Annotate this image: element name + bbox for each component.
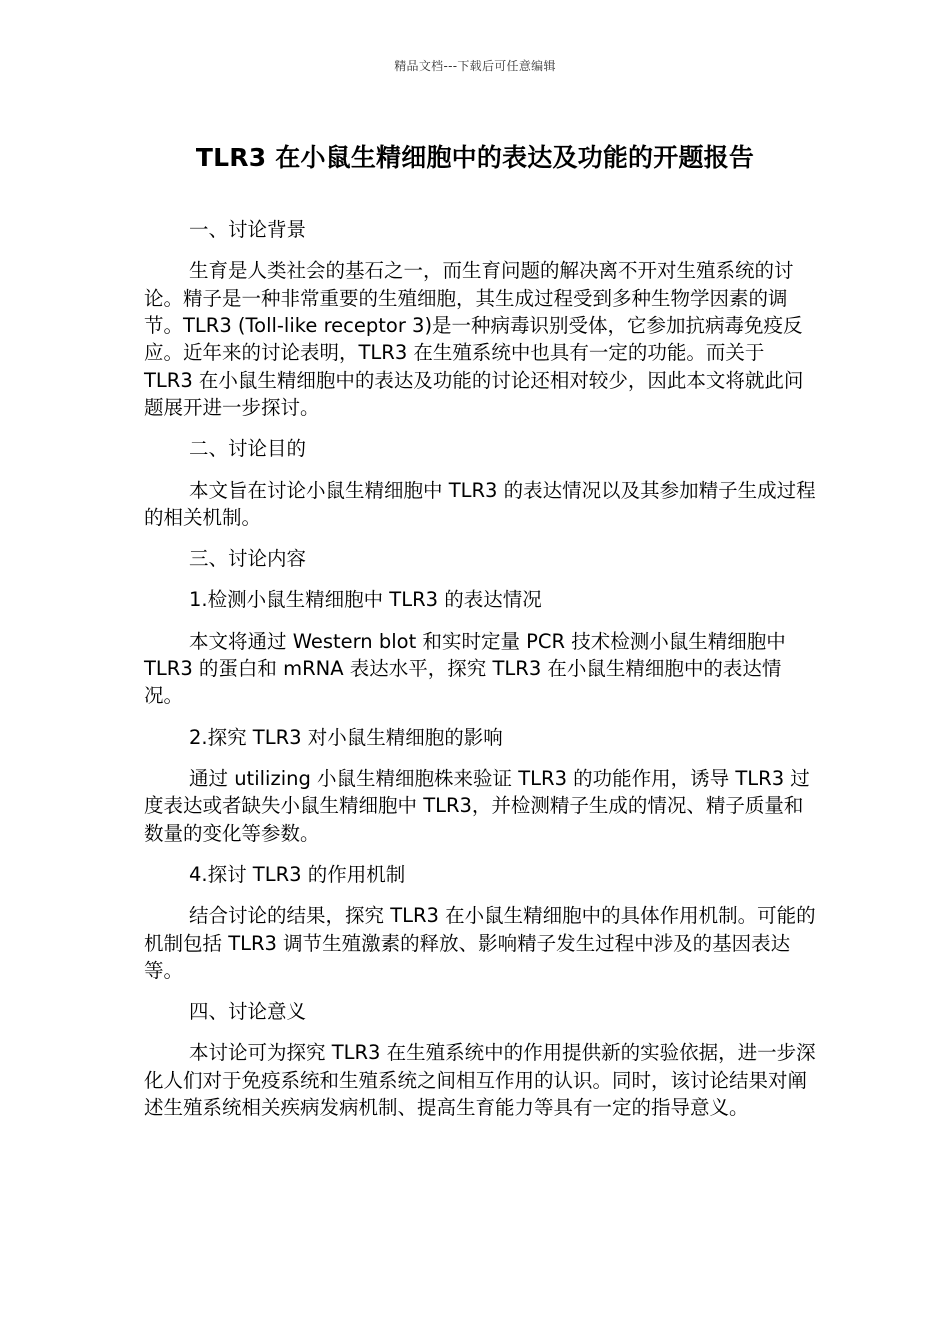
page-header-watermark: 精品文档---下载后可任意编辑 xyxy=(394,59,556,73)
subheading-mechanism: 4.探讨 TLR3 的作用机制 xyxy=(189,862,406,886)
paragraph-background: 生育是人类社会的基石之一，而生育问题的解决离不开对生殖系统的讨论。精子是一种非常重要的生殖细胞，其生成过程受到多种生物学因素的调节。TLR3 (Toll-like receptor 3)是一种病毒识别受体，它参加抗病毒免疫反应。近年来的讨论表明，TLR3 在生殖系统中也具有一定的功能。而关于 TLR3 在小鼠生精细胞中的表达及功能的讨论还相对较少，因此本文将就此问题展开进一步探讨。 xyxy=(144,259,804,420)
paragraph-mechanism: 结合讨论的结果，探究 TLR3 在小鼠生精细胞中的具体作用机制。可能的机制包括 TLR3 调节生殖激素的释放、影响精子发生过程中涉及的基因表达等。 xyxy=(144,904,816,982)
document-title: TLR3 在小鼠生精细胞中的表达及功能的开题报告 xyxy=(195,143,755,172)
section-heading-significance: 四、讨论意义 xyxy=(189,1000,307,1024)
subheading-detection: 1.检测小鼠生精细胞中 TLR3 的表达情况 xyxy=(189,588,542,612)
paragraph-effect: 通过 utilizing 小鼠生精细胞株来验证 TLR3 的功能作用，诱导 TLR3 过度表达或者缺失小鼠生精细胞中 TLR3，并检测精子生成的情况、精子质量和数量的变化等参数。 xyxy=(144,766,810,845)
section-heading-purpose: 二、讨论目的 xyxy=(189,437,307,461)
paragraph-significance: 本讨论可为探究 TLR3 在生殖系统中的作用提供新的实验依据，进一步深化人们对于免疫系统和生殖系统之间相互作用的认识。同时，该讨论结果对阐述生殖系统相关疾病发病机制、提高生育能力等具有一定的指导意义。 xyxy=(144,1041,816,1120)
section-heading-content: 三、讨论内容 xyxy=(189,547,307,571)
subheading-effect: 2.探究 TLR3 对小鼠生精细胞的影响 xyxy=(189,725,503,749)
paragraph-purpose: 本文旨在讨论小鼠生精细胞中 TLR3 的表达情况以及其参加精子生成过程的相关机制。 xyxy=(144,478,816,530)
paragraph-detection: 本文将通过 Western blot 和实时定量 PCR 技术检测小鼠生精细胞中 TLR3 的蛋白和 mRNA 表达水平，探究 TLR3 在小鼠生精细胞中的表达情况。 xyxy=(144,629,786,708)
document-body xyxy=(144,216,816,1135)
section-heading-background: 一、讨论背景 xyxy=(189,218,307,241)
